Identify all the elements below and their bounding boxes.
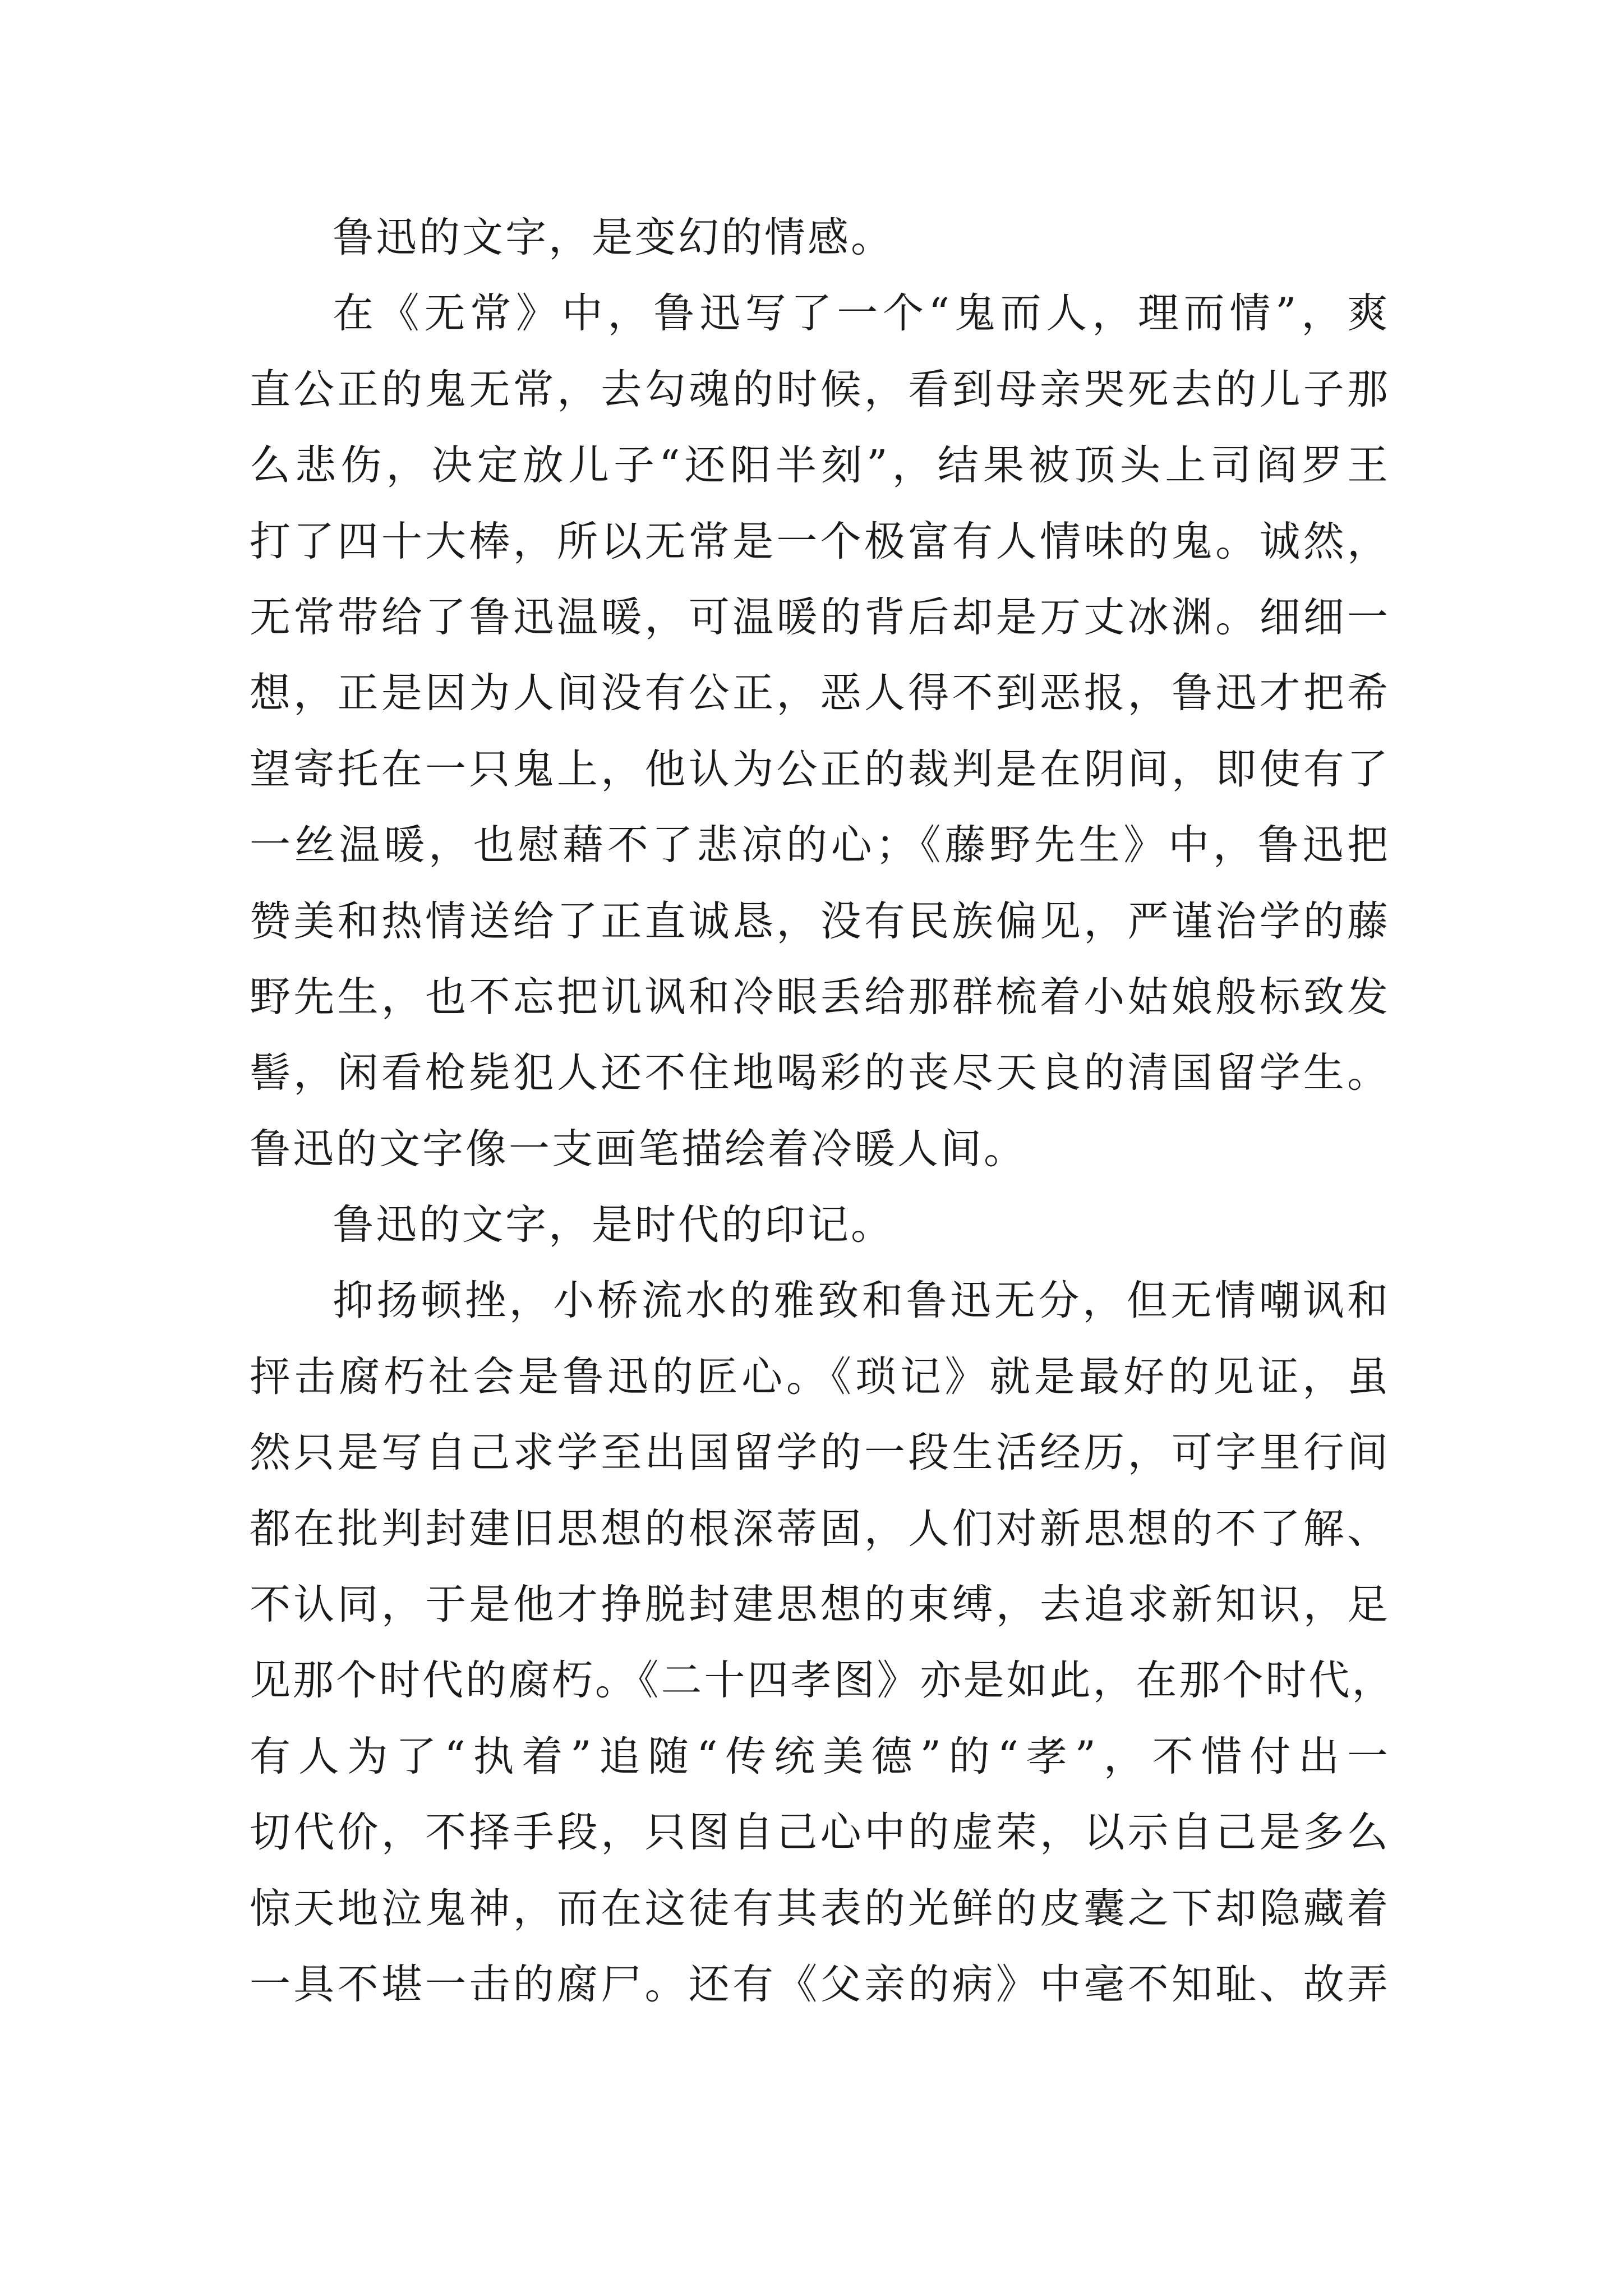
paragraph-line: 野先生，也不忘把讥讽和冷眼丢给那群梳着小姑娘般标致发 xyxy=(250,973,1390,1021)
paragraph-line: 抨击腐朽社会是鲁迅的匠心。《琐记》就是最好的见证，虽 xyxy=(250,1352,1390,1401)
paragraph-line: 一丝温暖，也慰藉不了悲凉的心；《藤野先生》中，鲁迅把 xyxy=(250,821,1390,869)
paragraph-line: 不认同，于是他才挣脱封建思想的束缚，去追求新知识，足 xyxy=(250,1581,1390,1629)
paragraph-line: 然只是写自己求学至出国留学的一段生活经历，可字里行间 xyxy=(250,1429,1390,1477)
essay-body xyxy=(250,200,1395,2022)
paragraph-line: 见那个时代的腐朽。《二十四孝图》亦是如此，在那个时代， xyxy=(250,1657,1395,1705)
paragraph-line: 赞美和热情送给了正直诚恳，没有民族偏见，严谨治学的藤 xyxy=(250,897,1390,945)
paragraph-line: 切代价，不择手段，只图自己心中的虚荣，以示自己是多么 xyxy=(250,1809,1390,1857)
paragraph-line: 都在批判封建旧思想的根深蒂固，人们对新思想的不了解、 xyxy=(250,1504,1390,1553)
paragraph-line: 在《无常》中，鲁迅写了一个“鬼而人，理而情”，爽 xyxy=(333,289,1390,338)
paragraph-line: 髻，闲看枪毙犯人还不住地喝彩的丧尽天良的清国留学生。 xyxy=(250,1049,1390,1097)
paragraph-line: 打了四十大棒，所以无常是一个极富有人情味的鬼。诚然， xyxy=(250,517,1390,565)
paragraph-line: 一具不堪一击的腐尸。还有《父亲的病》中毫不知耻、故弄 xyxy=(250,1960,1390,2008)
paragraph-line: 想，正是因为人间没有公正，恶人得不到恶报，鲁迅才把希 xyxy=(250,669,1390,717)
paragraph-line: 直公正的鬼无常，去勾魂的时候，看到母亲哭死去的儿子那 xyxy=(250,365,1390,413)
paragraph-line: 望寄托在一只鬼上，他认为公正的裁判是在阴间，即使有了 xyxy=(250,745,1390,793)
paragraph-line: 鲁迅的文字像一支画笔描绘着冷暖人间。 xyxy=(250,1125,1027,1173)
paragraph-line: 无常带给了鲁迅温暖，可温暖的背后却是万丈冰渊。细细一 xyxy=(250,593,1390,641)
paragraph-line: 鲁迅的文字，是变幻的情感。 xyxy=(333,214,894,261)
paragraph-line: 鲁迅的文字，是时代的印记。 xyxy=(333,1201,894,1249)
paragraph-line: 惊天地泣鬼神，而在这徒有其表的光鲜的皮囊之下却隐藏着 xyxy=(250,1884,1390,1932)
paragraph-line: 有人为了“执着”追随“传统美德”的“孝”，不惜付出一 xyxy=(250,1732,1390,1780)
paragraph-line: 么悲伤，决定放儿子“还阳半刻”，结果被顶头上司阎罗王 xyxy=(250,441,1390,490)
paragraph-line: 抑扬顿挫，小桥流水的雅致和鲁迅无分，但无情嘲讽和 xyxy=(333,1277,1390,1325)
